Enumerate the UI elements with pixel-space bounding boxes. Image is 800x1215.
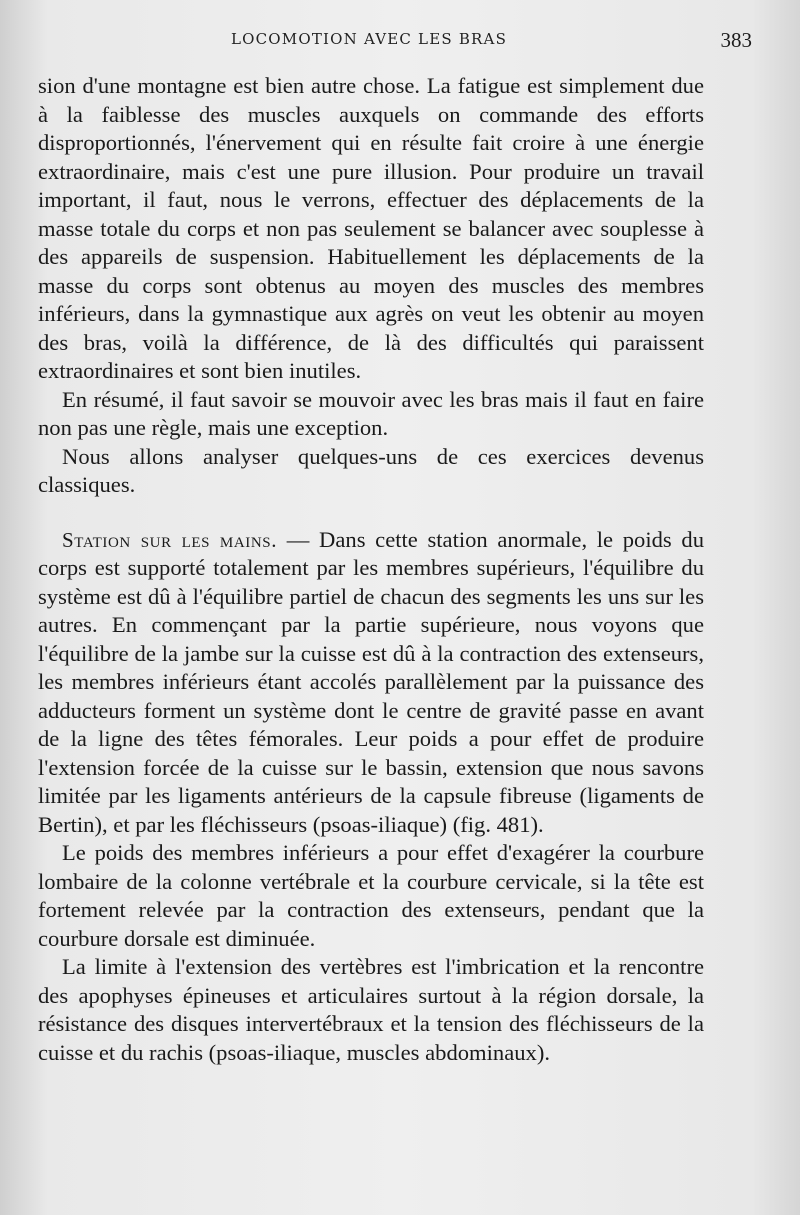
body-text [38,72,704,1067]
paragraph-limite-extension: La limite à l'extension des vertèbres est l'imbrication et la rencontre des apophyses épineuses et articulaires surtout à la région dorsale, la résistance des disques intervertébraux et la tension des fléchisseurs de la cuisse et du rachis (psoas-iliaque, muscles abdominaux). [38,954,704,1065]
paragraph-intro-exercises: Nous allons analyser quelques-uns de ces exercices devenus classiques. [38,443,704,497]
paragraph-summary: En résumé, il faut savoir se mouvoir avec les bras mais il faut en faire non pas une règle, mais une exception. [38,386,704,440]
running-head [38,28,752,54]
section-lead-text: — Dans cette station anormale, le poids du corps est supporté totalement par les membres supérieurs, l'équilibre du système est dû à l'équilibre partiel de chacun des segments les uns sur les autres. En commençant par la partie supérieure, nous voyons que l'équilibre de la jambe sur la cuisse est dû à la contraction des extenseurs, les membres inférieurs étant accolés parallèlement par la puissance des adducteurs forment un système dont le centre de gravité passe en avant de la ligne des têtes fémorales. Leur poids a pour effet de produire l'extension forcée de la cuisse sur le bassin, extension que nous savons limitée par les ligaments antérieurs de la capsule fibreuse (ligaments de Bertin), et par les fléchisseurs (psoas-iliaque) (fig. 481). [38,526,704,837]
paragraph-poids-membres: Le poids des membres inférieurs a pour effet d'exagérer la courbure lombaire de la colonne vertébrale et la courbure cervicale, si la tête est fortement relevée par la contraction des extenseurs, pendant que la courbure dorsale est diminuée. [38,840,704,951]
running-title: LOCOMOTION AVEC LES BRAS [230,30,508,48]
page-number: 383 [720,28,752,52]
section-spacer [38,500,704,526]
section-lead-heading: Station sur les mains. [62,527,278,552]
paragraph-station-sur-les-mains [38,526,704,840]
paragraph-continuation: sion d'une montagne est bien autre chose. La fatigue est simplement due à la faiblesse des muscles auxquels on commande des efforts disproportionnés, l'énervement qui en résulte fait croire à une énergie extraordinaire, mais c'est une pure illusion. Pour produire un travail important, il faut, nous le verrons, effectuer des déplacements de la masse totale du corps et non pas seulement se balancer avec souplesse à des appareils de suspension. Habituellement les déplacements de la masse du corps sont obtenus au moyen des muscles des membres inférieurs, dans la gymnastique aux agrès on veut les obtenir au moyen des bras, voilà la différence, de là des difficultés qui paraissent extraordinaires et sont bien inutiles. [38,73,704,383]
